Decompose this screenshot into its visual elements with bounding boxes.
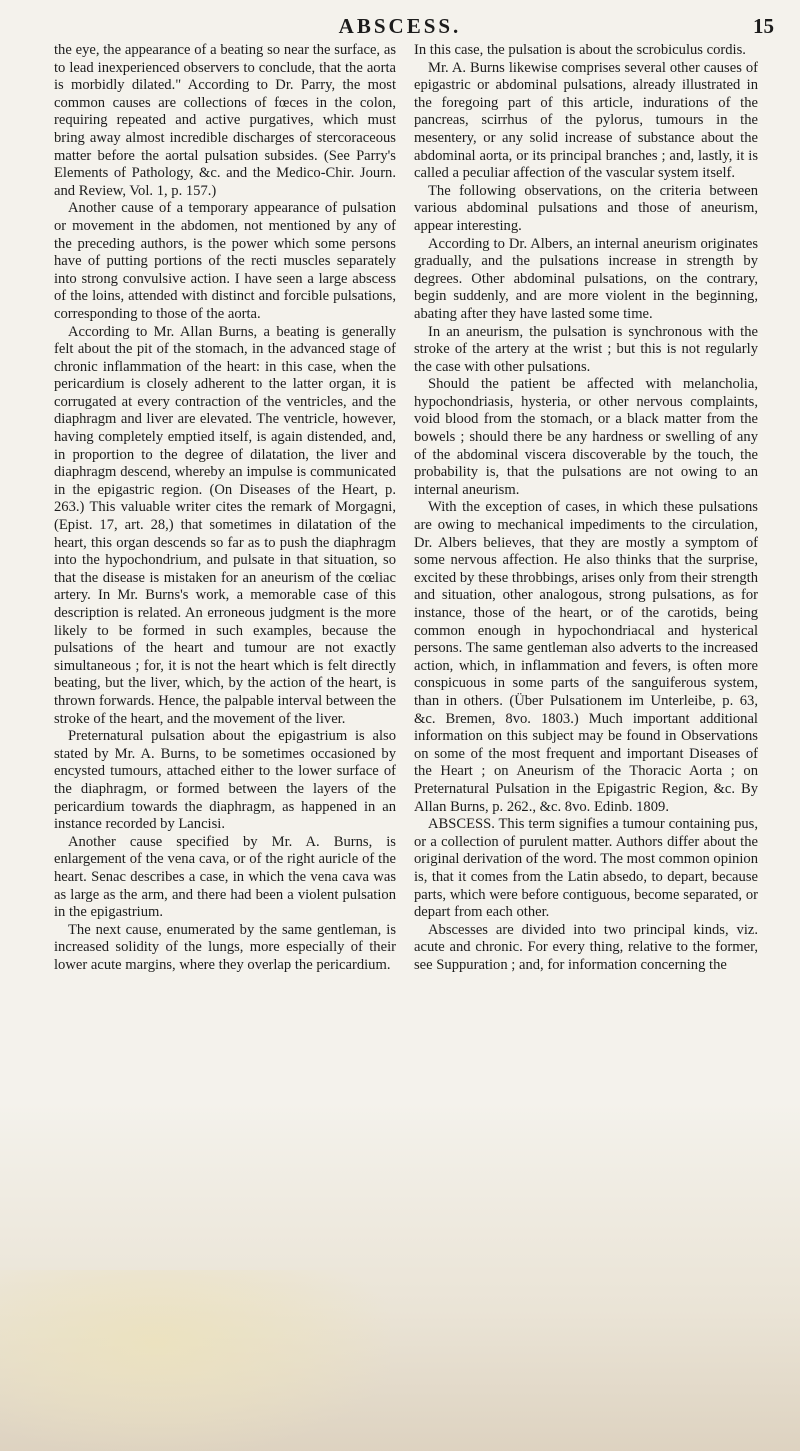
paragraph: In an aneurism, the pulsation is synchronous with the stroke of the artery at the wrist ; but this is not regularly the case with other pulsations. xyxy=(414,323,758,375)
paragraph: Another cause of a temporary appearance of pulsation or movement in the abdomen, not mentioned by any of the preceding authors, is the power which some persons have of putting portions of the recti muscles separately into strong convulsive action. I have seen a large abscess of the loins, attended with distinct and forcible pulsations, corresponding to those of the aorta. xyxy=(54,200,396,322)
running-title: ABSCESS. xyxy=(338,14,462,38)
paragraph: ABSCESS. This term signifies a tumour containing pus, or a collection of purulent matter. Authors differ about the original derivation of the word. The most common opinion is, that it comes from the Latin absedo, to depart, because parts, which were before contiguous, become separated, or depart from each other. xyxy=(414,816,758,921)
paragraph: The following observations, on the criteria between various abdominal pulsations and those of aneurism, appear interesting. xyxy=(414,182,758,234)
paragraph: According to Dr. Albers, an internal aneurism originates gradually, and the pulsations increase in strength by degrees. Other abdominal pulsations, on the contrary, begin suddenly, and are more violent in the beginning, abating after they have lasted some time. xyxy=(414,235,758,322)
page-number: 15 xyxy=(753,14,774,38)
right-column xyxy=(414,42,758,974)
paragraph: In this case, the pulsation is about the scrobiculus cordis. xyxy=(414,42,746,58)
page-header xyxy=(0,14,800,44)
paragraph: Preternatural pulsation about the epigastrium is also stated by Mr. A. Burns, to be sometimes occasioned by encysted tumours, attached either to the lower surface of the diaphragm, or formed between the layers of the pericardium towards the diaphragm, as happened in an instance recorded by Lancisi. xyxy=(54,728,396,833)
left-column xyxy=(54,42,396,974)
paragraph: the eye, the appearance of a beating so near the surface, as to lead inexperienced observers to conclude, that the aorta is morbidly dilated." According to Dr. Parry, the most common causes are collections of fœces in the colon, requiring repeated and active purgatives, which must bring away almost incredible discharges of stercoraceous matter before the aortal pulsation subsides. (See Parry's Elements of Pathology, &c. and the Medico-Chir. Journ. and Review, Vol. 1, p. 157.) xyxy=(54,42,396,199)
paragraph: Should the patient be affected with melancholia, hypochondriasis, hysteria, or other nervous complaints, void blood from the stomach, or a black matter from the bowels ; should there be any hardness or swelling of any of the abdominal viscera discoverable by the touch, the probability is, that the pulsations are not owing to an internal aneurism. xyxy=(414,376,758,498)
paragraph: The next cause, enumerated by the same gentleman, is increased solidity of the lungs, more especially of their lower acute margins, where they overlap the pericardium. xyxy=(54,921,396,973)
paragraph: Mr. A. Burns likewise comprises several other causes of epigastric or abdominal pulsations, already illustrated in the foregoing part of this article, indurations of the pancreas, scirrhus of the pylorus, tumours in the mesentery, or any solid increase of substance about the abdominal aorta, or its principal branches ; and, lastly, it is called a peculiar affection of the vascular system itself. xyxy=(414,59,758,182)
paper-stain xyxy=(0,1270,390,1451)
paragraph: Abscesses are divided into two principal kinds, viz. acute and chronic. For every thing, relative to the former, see Suppuration ; and, for information concerning the xyxy=(414,921,758,973)
paragraph: Another cause specified by Mr. A. Burns, is enlargement of the vena cava, or of the right auricle of the heart. Senac describes a case, in which the vena cava was as large as the arm, and there had been a violent pulsation in the epigastrium. xyxy=(54,833,396,921)
paper-discoloration xyxy=(0,1100,800,1451)
paragraph: According to Mr. Allan Burns, a beating is generally felt about the pit of the stomach, in the advanced stage of chronic inflammation of the heart: in this case, when the pericardium is closely adherent to the latter organ, it is corrugated at every contraction of the ventricles, and the diaphragm and liver are elevated. The ventricle, however, having completely emptied itself, is again distended, and, in proportion to the degree of dilatation, the liver and diaphragm descend, whereby an impulse is communicated in the epigastric region. (On Diseases of the Heart, p. 263.) This valuable writer cites the remark of Morgagni, (Epist. 17, art. 28,) that sometimes in dilatation of the heart, this organ descends so far as to push the diaphragm into the hypochondrium, and pulsate in that situation, so that the disease is mistaken for an aneurism of the cœliac artery. In Mr. Burns's work, a memorable case of this description is related. An erroneous judgment is the more likely to be formed in such examples, because the pulsations of the heart and tumour are not exactly simultaneous ; for, it is not the heart which is felt directly beating, but the liver, which, by the action of the heart, is thrown forwards. Hence, the palpable interval between the stroke of the heart, and the movement of the liver. xyxy=(54,323,396,727)
paragraph: With the exception of cases, in which these pulsations are owing to mechanical impediments to the circulation, Dr. Albers believes, that they are mostly a symptom of some nervous affection. He also thinks that the surprise, excited by these throbbings, arises only from their strength and situation, other analogous, strong pulsations, as for instance, those of the heart, or of the carotids, being common enough in hypochondriacal and hysterical persons. The same gentleman also adverts to the increased action, which, in inflammation and fevers, is often more conspicuous in some parts of the sanguiferous system, than in others. (Über Pulsationem im Unterleibe, p. 63, &c. Bremen, 8vo. 1803.) Much important additional information on this subject may be found in Observations on some of the most frequent and important Diseases of the Heart ; on Aneurism of the Thoracic Aorta ; on Preternatural Pulsation in the Epigastric Region, &c. By Allan Burns, p. 262., &c. 8vo. Edinb. 1809. xyxy=(414,499,758,815)
